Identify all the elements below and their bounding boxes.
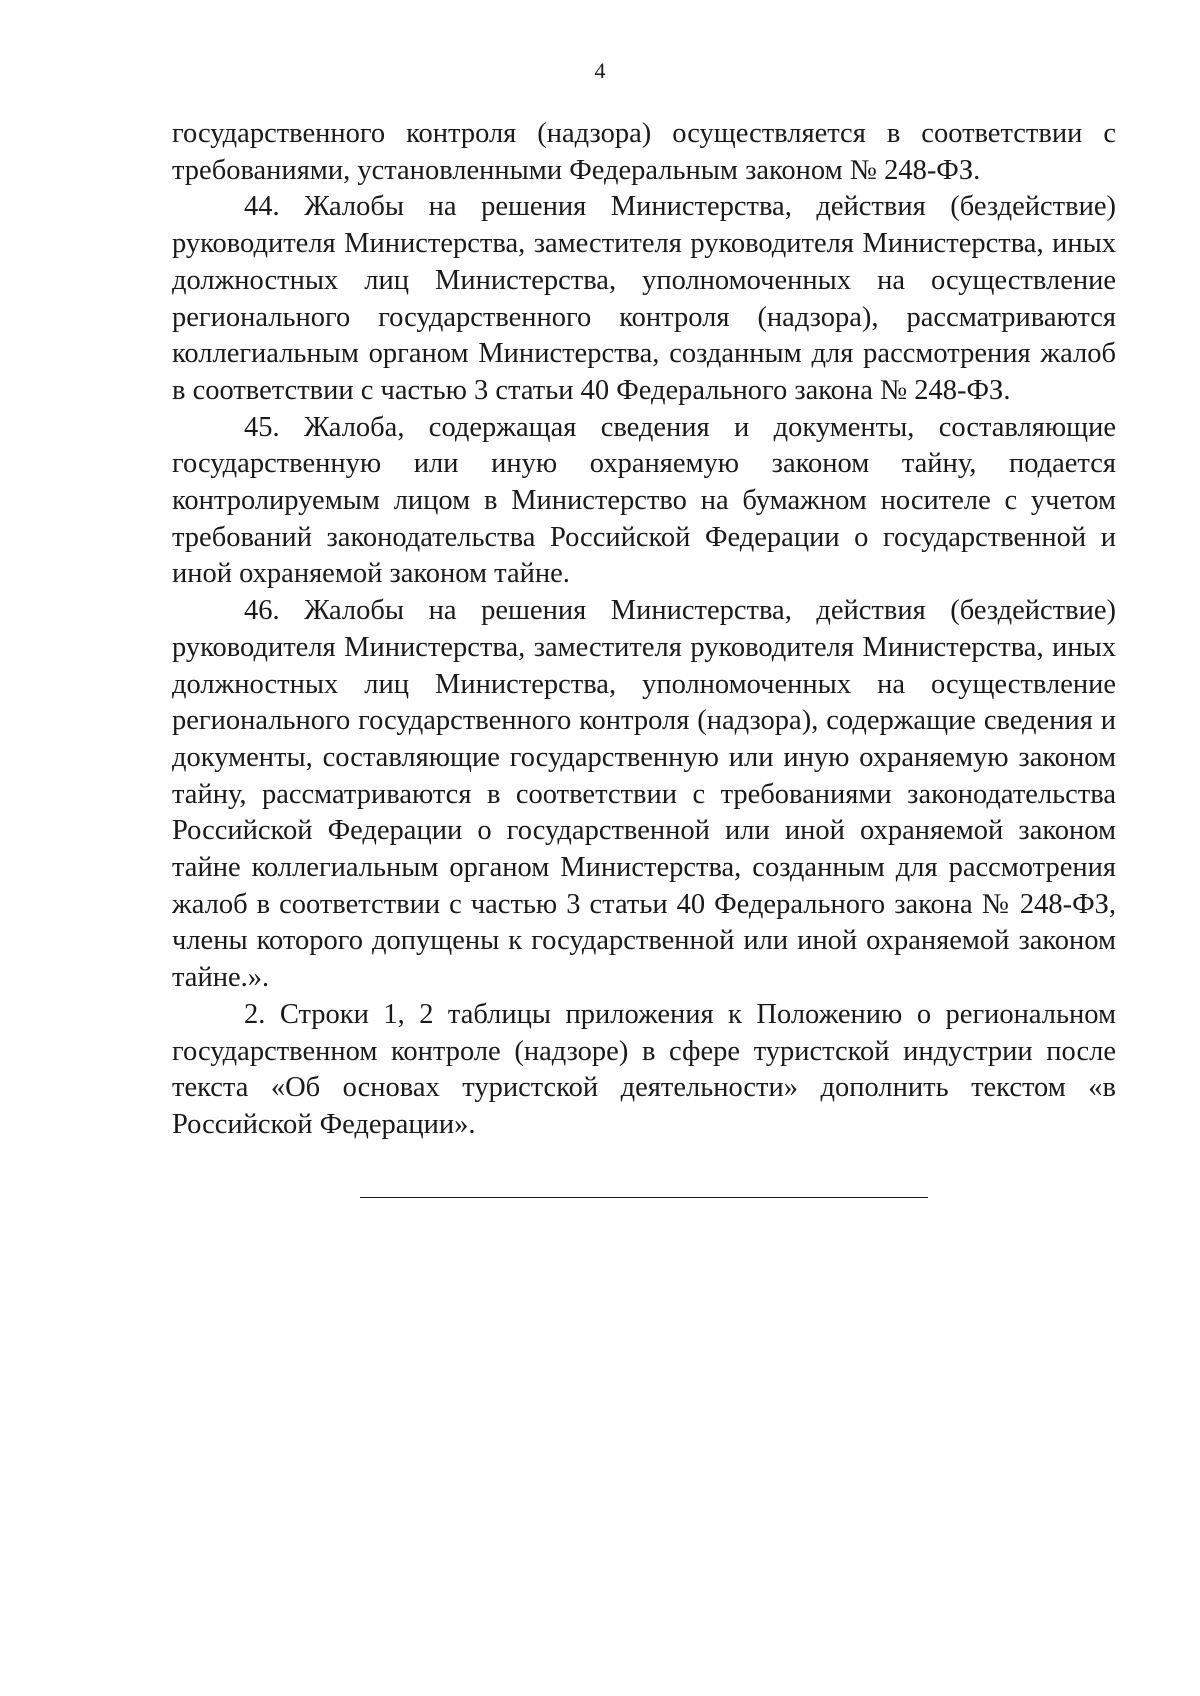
page-number: 4 xyxy=(594,58,606,83)
paragraph-45: 45. Жалоба, содержащая сведения и документы, составляющие государственную или иную охраняемую законом тайну, подается контролируемым лицом в Министерство на бумажном носителе с учетом требований законодательства Российской Федерации о государственной и иной охраняемой законом тайне. xyxy=(172,411,1116,590)
document-body xyxy=(172,116,1116,1144)
paragraph-continuation: государственного контроля (надзора) осуществляется в соответствии с требованиями, установленными Федеральным законом № 248-ФЗ. xyxy=(172,118,1116,186)
paragraph-item-2: 2. Строки 1, 2 таблицы приложения к Положению о региональном государственном контроле (надзоре) в сфере туристской индустрии после текста «Об основах туристской деятельности» дополнить текстом «в Российской Федерации». xyxy=(172,998,1116,1140)
end-of-document-rule xyxy=(360,1197,928,1198)
paragraph-46: 46. Жалобы на решения Министерства, действия (бездействие) руководителя Министерства, заместителя руководителя Министерства, иных должностных лиц Министерства, уполномоченных на осуществление регионального государственного контроля (надзора), содержащие сведения и документы, составляющие государственную или иную охраняемую законом тайну, рассматриваются в соответствии с требованиями законодательства Российской Федерации о государственной или иной охраняемой законом тайне коллегиальным органом Министерства, созданным для рассмотрения жалоб в соответствии с частью 3 статьи 40 Федерального закона № 248-ФЗ, члены которого допущены к государственной или иной охраняемой законом тайне.». xyxy=(172,595,1116,994)
paragraph-44: 44. Жалобы на решения Министерства, действия (бездействие) руководителя Министерства, заместителя руководителя Министерства, иных должностных лиц Министерства, уполномоченных на осуществление регионального государственного контроля (надзора), рассматриваются коллегиальным органом Министерства, созданным для рассмотрения жалоб в соответствии с частью 3 статьи 40 Федерального закона № 248-ФЗ. xyxy=(172,191,1116,406)
